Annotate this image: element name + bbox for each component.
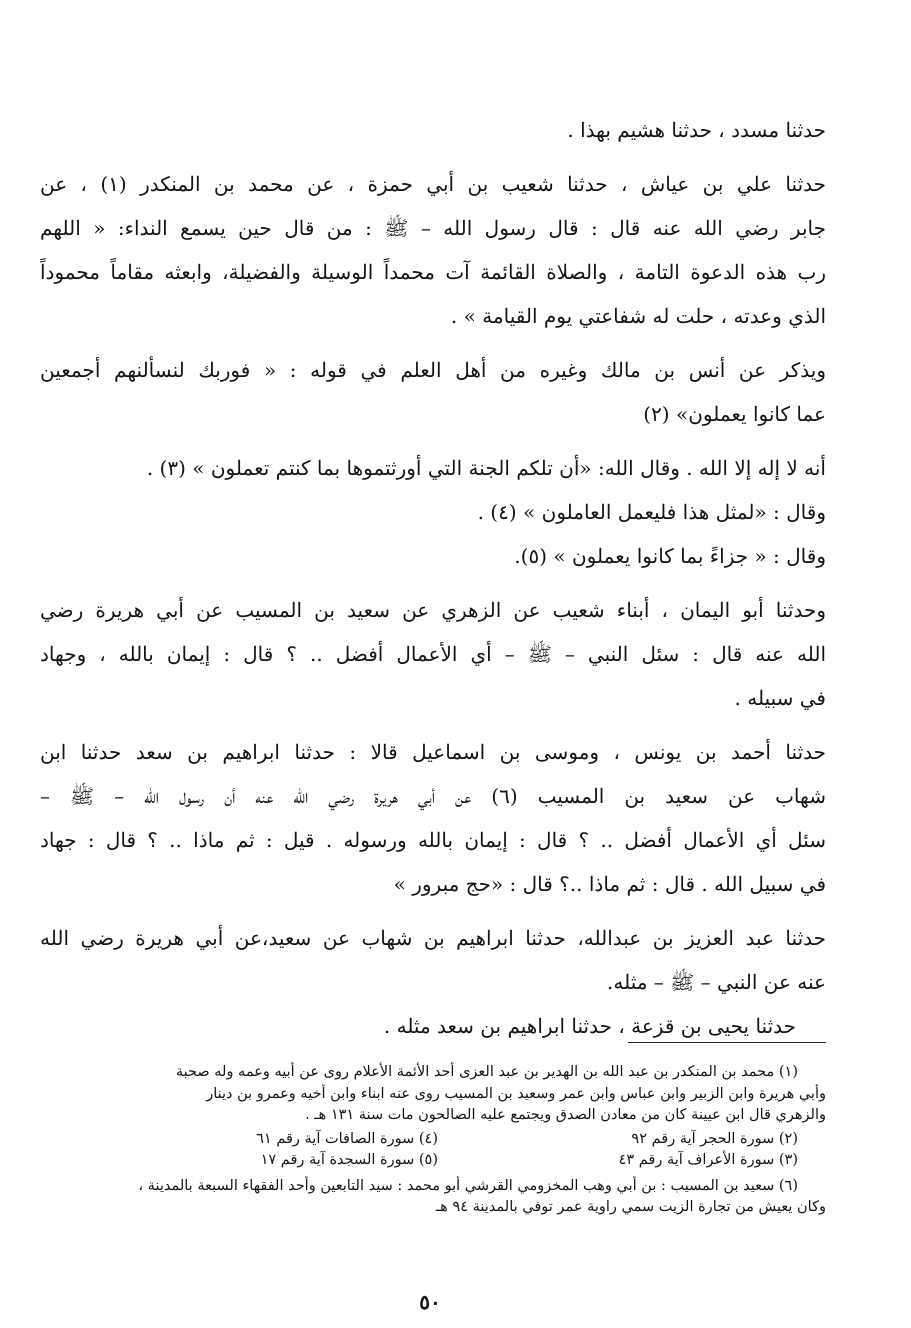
text-line: رب هذه الدعوة التامة ، والصلاة القائمة آت محمداً الوسيلة والفضيلة، وابعثه مقاماً محموداً [40, 260, 826, 284]
text-line: عما كانوا يعملون» (٢) [643, 402, 826, 426]
text-line: الذي وعدته ، حلت له شفاعتي يوم القيامة » . [450, 304, 826, 328]
paragraph-4 [40, 446, 826, 578]
text-line: حدثنا يحيى بن قزعة ، حدثنا ابراهيم بن سعد مثله . [383, 1014, 796, 1038]
text-line: وقال : «لمثل هذا فليعمل العاملون » (٤) . [477, 500, 826, 524]
text-line: حدثنا علي بن عياش ، حدثنا شعيب بن أبي حمزة ، عن محمد بن المنكدر (١) ، عن [40, 172, 826, 196]
paragraph-1 [40, 108, 826, 152]
paragraph-6 [40, 730, 826, 906]
footnote-line: (٦) سعيد بن المسيب : بن أبي وهب المخزومي القرشي أبو محمد : سيد التابعين وأحد الفقهاء السبعة بالمدينة ، [138, 1177, 798, 1194]
text-line: أنه لا إله إلا الله . وقال الله: «أن تلكم الجنة التي أورثتموها بما كنتم تعملون » (٣) . [146, 456, 826, 480]
footnotes [40, 1062, 826, 1219]
text-line: ويذكر عن أنس بن مالك وغيره من أهل العلم في قوله : « فوربك لنسألنهم أجمعين [40, 358, 826, 382]
footnote-line: وأبي هريرة وابن الزبير وابن عباس وابن عمر وسعيد بن المسيب روى عنه ابناء وابن أخيه وعمرو بن دينار [206, 1085, 826, 1102]
text-line: حدثنا عبد العزيز بن عبدالله، حدثنا ابراهيم بن شهاب عن سعيد،عن أبي هريرة رضي الله [40, 926, 826, 950]
text-line: حدثنا أحمد بن يونس ، وموسى بن اسماعيل قالا : حدثنا ابراهيم بن سعد حدثنا ابن [40, 740, 826, 764]
paragraph-7 [40, 916, 826, 1048]
paragraph-2 [40, 162, 826, 338]
paragraph-3 [40, 348, 826, 436]
footnote-references [40, 1129, 826, 1172]
main-text [40, 108, 826, 1058]
text-line: في سبيله . [734, 686, 826, 710]
footnote-divider [628, 1042, 826, 1043]
text-line: عنه عن النبي – ﷺ – مثله. [607, 970, 826, 994]
text-line: شهاب عن سعيد بن المسيب (٦) عن أبي هريرة رضي الله عنه أن رسول الله – ﷺ – [40, 784, 826, 808]
footnote-ref: (٤) سورة الصافات آية رقم ٦١ [256, 1130, 438, 1147]
footnote-ref: (٣) سورة الأعراف آية رقم ٤٣ [618, 1152, 798, 1168]
text-line: وقال : « جزاءً بما كانوا يعملون » (٥). [514, 544, 826, 568]
text-line: وحدثنا أبو اليمان ، أبناء شعيب عن الزهري عن سعيد بن المسيب عن أبي هريرة رضي [40, 598, 826, 622]
text-line: في سبيل الله . قال : ثم ماذا ..؟ قال : «حج مبرور » [393, 872, 826, 896]
text-line: سئل أي الأعمال أفضل .. ؟ قال : إيمان بالله ورسوله . قيل : ثم ماذا .. ؟ قال : جهاد [40, 828, 826, 852]
text-line: جابر رضي الله عنه قال : قال رسول الله – ﷺ : من قال حين يسمع النداء: « اللهم [40, 216, 826, 240]
text-line: حدثنا مسدد ، حدثنا هشيم بهذا . [567, 118, 826, 142]
paragraph-5 [40, 588, 826, 720]
footnote-line: (١) محمد بن المنكدر بن عبد الله بن الهدير بن عبد العزى أحد الأئمة الأعلام روى عن أبيه وعمه وله صحبة [175, 1064, 798, 1080]
footnote-ref: (٥) سورة السجدة آية رقم ١٧ [260, 1152, 438, 1168]
page-number: ٥٠ [419, 1290, 441, 1314]
footnote-line: والزهري قال ابن عيينة كان من معادن الصدق ويجتمع عليه الصالحون مات سنة ١٣١ هـ . [305, 1107, 826, 1123]
footnote-ref: (٢) سورة الحجر آية رقم ٩٢ [631, 1130, 798, 1147]
footnote-line: وكان يعيش من تجارة الزيت سمي راوية عمر توفي بالمدينة ٩٤ هـ [435, 1199, 826, 1215]
text-line: الله عنه قال : سئل النبي – ﷺ – أي الأعمال أفضل .. ؟ قال : إيمان بالله ، وجهاد [40, 642, 826, 666]
